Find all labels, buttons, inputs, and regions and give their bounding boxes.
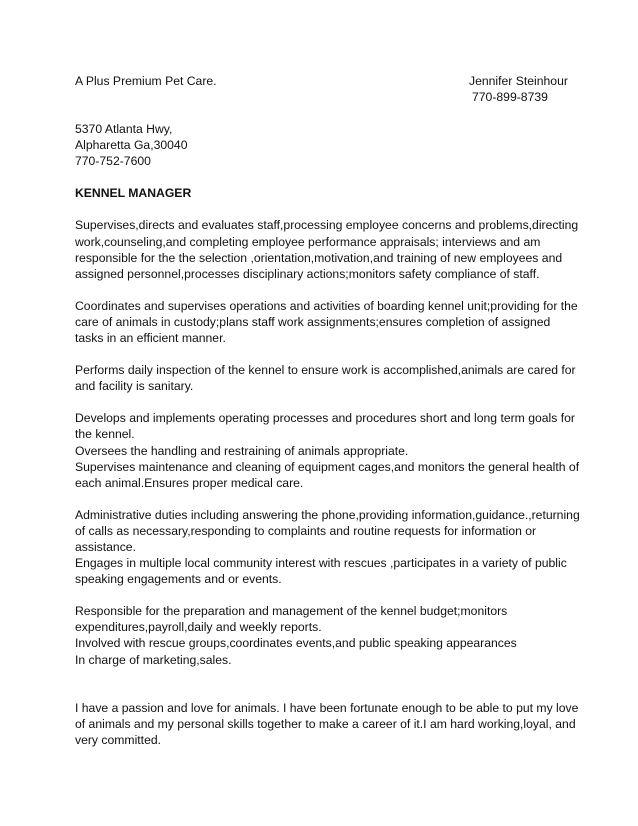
- paragraph-line: and facility is sanitary.: [75, 379, 194, 394]
- contact-name: Jennifer Steinhour: [469, 74, 568, 88]
- paragraph-supervision: [75, 217, 579, 281]
- paragraph-line: Develops and implements operating processes and procedures short and long term goals for: [75, 411, 575, 426]
- paragraph-line: very committed.: [75, 732, 162, 747]
- company-name: A Plus Premium Pet Care.: [75, 74, 217, 88]
- paragraph-line: tasks in an efficient manner.: [75, 331, 226, 346]
- paragraph-line: Coordinates and supervises operations and activities of boarding kennel unit;providing for the: [75, 298, 578, 313]
- paragraph-line: care of animals in custody;plans staff work assignments;ensures completion of assigned: [75, 314, 551, 329]
- closing-statement: [75, 700, 579, 748]
- paragraph-line: Performs daily inspection of the kennel to ensure work is accomplished,animals are cared for: [75, 363, 576, 378]
- address-street: 5370 Atlanta Hwy,: [75, 122, 173, 137]
- paragraph-processes: [75, 410, 580, 490]
- paragraph-line: assigned personnel,processes disciplinary actions;monitors safety compliance of staff.: [75, 266, 540, 281]
- paragraph-line: speaking engagements and or events.: [75, 572, 282, 587]
- paragraph-line: Administrative duties including answering the phone,providing information,guidance.,returning: [75, 507, 580, 522]
- paragraph-line: of animals and my personal skills together to make a career of it.I am hard working,loyal, and: [75, 716, 576, 731]
- paragraph-line: Oversees the handling and restraining of animals appropriate.: [75, 443, 409, 458]
- paragraph-line: Supervises,directs and evaluates staff,processing employee concerns and problems,directing: [75, 218, 579, 233]
- paragraph-administrative: [75, 507, 580, 587]
- company-address: [75, 121, 570, 169]
- contact-phone: 770-899-8739: [472, 90, 548, 104]
- paragraph-line: the kennel.: [75, 427, 135, 442]
- paragraph-inspection: [75, 362, 576, 394]
- paragraph-line: assistance.: [75, 539, 136, 554]
- job-title: KENNEL MANAGER: [75, 186, 192, 201]
- paragraph-line: I have a passion and love for animals. I have been fortunate enough to be able to put my love: [75, 700, 579, 715]
- paragraph-line: each animal.Ensures proper medical care.: [75, 475, 304, 490]
- paragraph-line: responsible for the the selection ,orientation,motivation,and training of new employees and: [75, 250, 563, 265]
- paragraph-line: Supervises maintenance and cleaning of equipment cages,and monitors the general health of: [75, 459, 580, 474]
- paragraph-line: Involved with rescue groups,coordinates events,and public speaking appearances: [75, 636, 517, 651]
- paragraph-line: expenditures,payroll,daily and weekly reports.: [75, 620, 322, 635]
- paragraph-line: work,counseling,and completing employee performance appraisals; interviews and am: [75, 234, 541, 249]
- paragraph-line: Engages in multiple local community interest with rescues ,participates in a variety of public: [75, 556, 567, 571]
- document-header: [75, 73, 570, 89]
- resume-document: [75, 73, 580, 748]
- paragraph-budget: [75, 603, 570, 667]
- address-city-state-zip: Alpharetta Ga,30040: [75, 138, 188, 153]
- paragraph-operations: [75, 298, 578, 346]
- company-phone: 770-752-7600: [75, 154, 151, 169]
- paragraph-line: of calls as necessary,responding to complaints and routine requests for information or: [75, 523, 537, 538]
- paragraph-line: Responsible for the preparation and management of the kennel budget;monitors: [75, 604, 508, 619]
- paragraph-line: In charge of marketing,sales.: [75, 652, 232, 667]
